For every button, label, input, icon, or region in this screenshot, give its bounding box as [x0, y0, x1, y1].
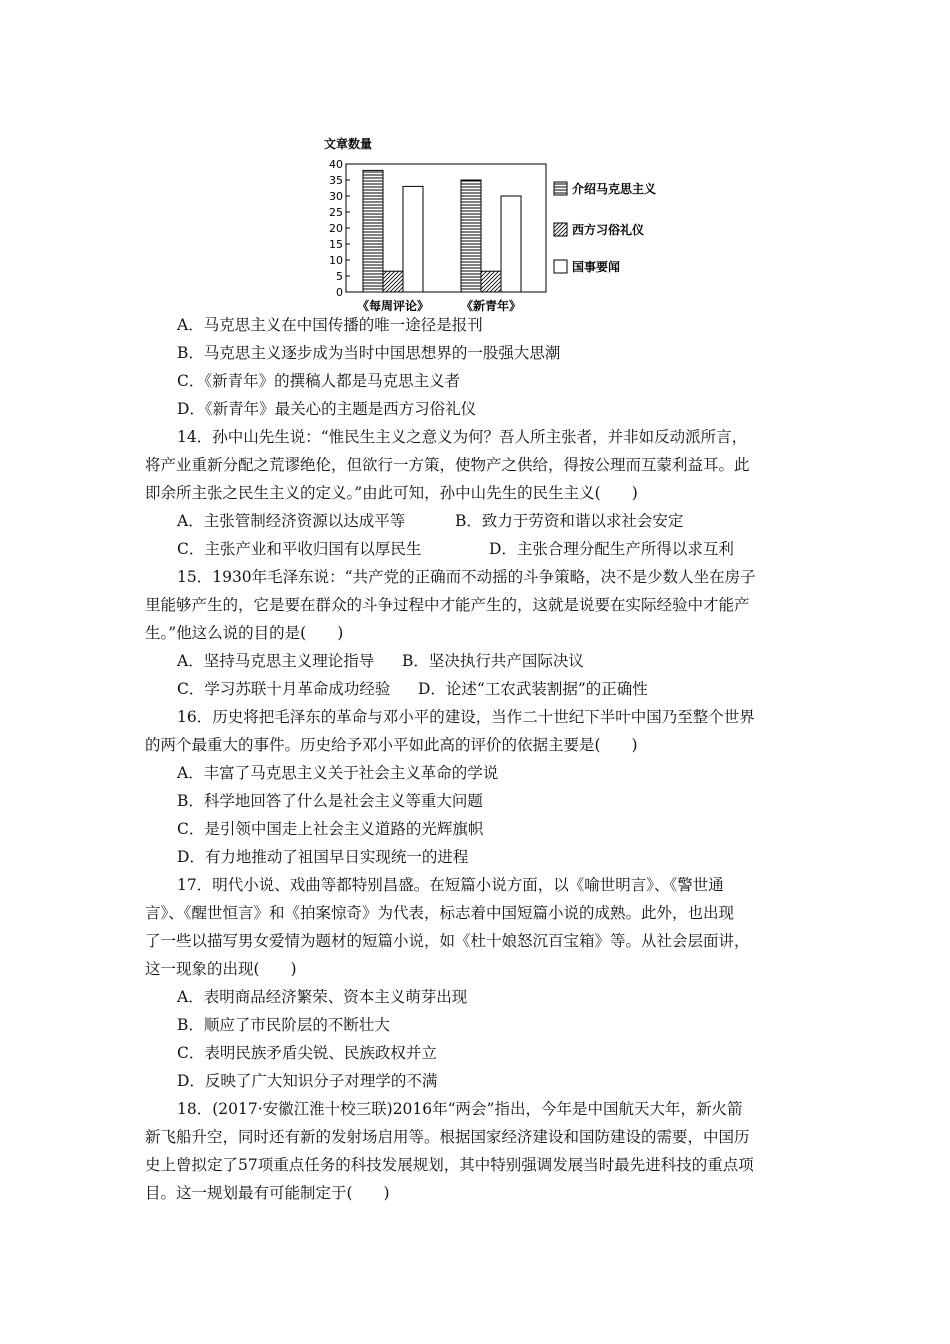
chart-legend — [554, 181, 656, 274]
legend-swatch — [554, 223, 567, 236]
q17-option-b: B．顺应了市民阶层的不断壮大 — [177, 1016, 390, 1034]
q15-option-d: D．论述“工农武装割据”的正确性 — [418, 680, 648, 698]
q14-stem-line: 即余所主张之民生主义的定义。”由此可知，孙中山先生的民生主义( ) — [145, 484, 638, 502]
q16-option-a: A．丰富了马克思主义关于社会主义革命的学说 — [177, 764, 499, 782]
bar-3 — [501, 196, 521, 292]
q15-option-a: A．坚持马克思主义理论指导 — [177, 652, 375, 670]
q17-stem-line: 言》、《醒世恒言》和《拍案惊奇》为代表，标志着中国短篇小说的成熟。此外，也出现 — [145, 904, 735, 922]
y-tick-label: 25 — [329, 206, 343, 219]
q16-option-d: D．有力地推动了祖国早日实现统一的进程 — [177, 848, 469, 866]
q17-option-c: C．表明民族矛盾尖锐、民族政权并立 — [177, 1044, 437, 1062]
y-tick-label: 15 — [329, 238, 343, 251]
q15-stem-line: 15．1930年毛泽东说：“共产党的正确而不动摇的斗争策略，决不是少数人坐在房子 — [177, 568, 756, 586]
q16-option-c: C．是引领中国走上社会主义道路的光辉旗帜 — [177, 820, 484, 838]
q18-stem-line: 新飞船升空，同时还有新的发射场启用等。根据国家经济建设和国防建设的需要，中国历 — [145, 1128, 750, 1146]
y-axis-label: 文章数量 — [324, 137, 373, 151]
q14-option-c: C．主张产业和平收归国有以厚民生 — [177, 540, 422, 558]
y-tick-label: 5 — [336, 270, 343, 283]
q16-stem-line: 的两个最重大的事件。历史给予邓小平如此高的评价的依据主要是( ) — [145, 736, 638, 754]
y-tick-label: 30 — [329, 190, 343, 203]
q15-option-b: B．坚决执行共产国际决议 — [402, 652, 584, 670]
q17-option-a: A．表明商品经济繁荣、资本主义萌芽出现 — [177, 988, 468, 1006]
y-tick-label: 20 — [329, 222, 343, 235]
y-tick-label: 40 — [329, 158, 343, 171]
legend-label: 介绍马克思主义 — [572, 182, 657, 196]
bar-1 — [461, 180, 481, 292]
q14-stem-line: 将产业重新分配之荒谬绝伦，但欲行一方策，使物产之供给，得按公理而互蒙利益耳。此 — [145, 456, 750, 474]
y-tick-label: 35 — [329, 174, 343, 187]
y-tick-label: 0 — [336, 286, 343, 299]
q17-stem-line: 17．明代小说、戏曲等都特别昌盛。在短篇小说方面，以《喻世明言》、《警世通 — [177, 876, 724, 894]
bar-1 — [363, 170, 383, 292]
q17-stem-line: 这一现象的出现( ) — [145, 960, 297, 978]
bar-2 — [481, 271, 501, 292]
q16-option-b: B．科学地回答了什么是社会主义等重大问题 — [177, 792, 483, 810]
x-category-labels — [357, 298, 521, 313]
legend-label: 国事要闻 — [572, 260, 621, 274]
x-category-label: 《每周评论》 — [356, 299, 430, 313]
q14-option-d: D．主张合理分配生产所得以求互利 — [489, 540, 734, 558]
q15-stem-line: 里能够产生的，它是要在群众的斗争过程中才能产生的，这就是说要在实际经验中才能产 — [145, 596, 750, 614]
q13-option-d: D．《新青年》最关心的主题是西方习俗礼仪 — [177, 400, 477, 418]
q17-stem-line: 了一些以描写男女爱情为题材的短篇小说，如《杜十娘怒沉百宝箱》等。从社会层面讲， — [145, 932, 750, 950]
y-tick-labels — [329, 158, 343, 299]
q18-stem-line: 目。这一规划最有可能制定于( ) — [145, 1184, 390, 1202]
q13-option-c: C．《新青年》的撰稿人都是马克思主义者 — [177, 372, 461, 390]
q18-stem-line: 史上曾拟定了57项重点任务的科技发展规划，其中特别强调发展当时最先进科技的重点项 — [145, 1156, 754, 1174]
legend-swatch — [554, 260, 567, 273]
q14-option-a: A．主张管制经济资源以达成平等 — [177, 512, 406, 530]
chart-bars — [363, 170, 521, 292]
x-category-label: 《新青年》 — [460, 299, 522, 313]
legend-label: 西方习俗礼仪 — [572, 223, 645, 237]
q17-option-d: D．反映了广大知识分子对理学的不满 — [177, 1072, 438, 1090]
bar-2 — [383, 271, 403, 292]
q16-stem-line: 16．历史将把毛泽东的革命与邓小平的建设，当作二十世纪下半叶中国乃至整个世界 — [177, 708, 755, 726]
q18-stem-line: 18．(2017·安徽江淮十校三联)2016年“两会”指出，今年是中国航天大年，新火箭 — [177, 1100, 743, 1118]
q14-stem-line: 14．孙中山先生说：“惟民生主义之意义为何？吾人所主张者，并非如反动派所言， — [177, 428, 748, 446]
bar-3 — [403, 186, 423, 292]
y-tick-label: 10 — [329, 254, 343, 267]
q15-option-c: C．学习苏联十月革命成功经验 — [177, 680, 391, 698]
q15-stem-line: 生。”他这么说的目的是( ) — [145, 624, 344, 642]
q13-option-a: A．马克思主义在中国传播的唯一途径是报刊 — [177, 316, 483, 334]
legend-swatch — [554, 182, 567, 195]
q13-option-b: B．马克思主义逐步成为当时中国思想界的一股强大思潮 — [177, 344, 561, 362]
bar-chart — [318, 132, 678, 322]
q14-option-b: B．致力于劳资和谐以求社会安定 — [455, 512, 684, 530]
